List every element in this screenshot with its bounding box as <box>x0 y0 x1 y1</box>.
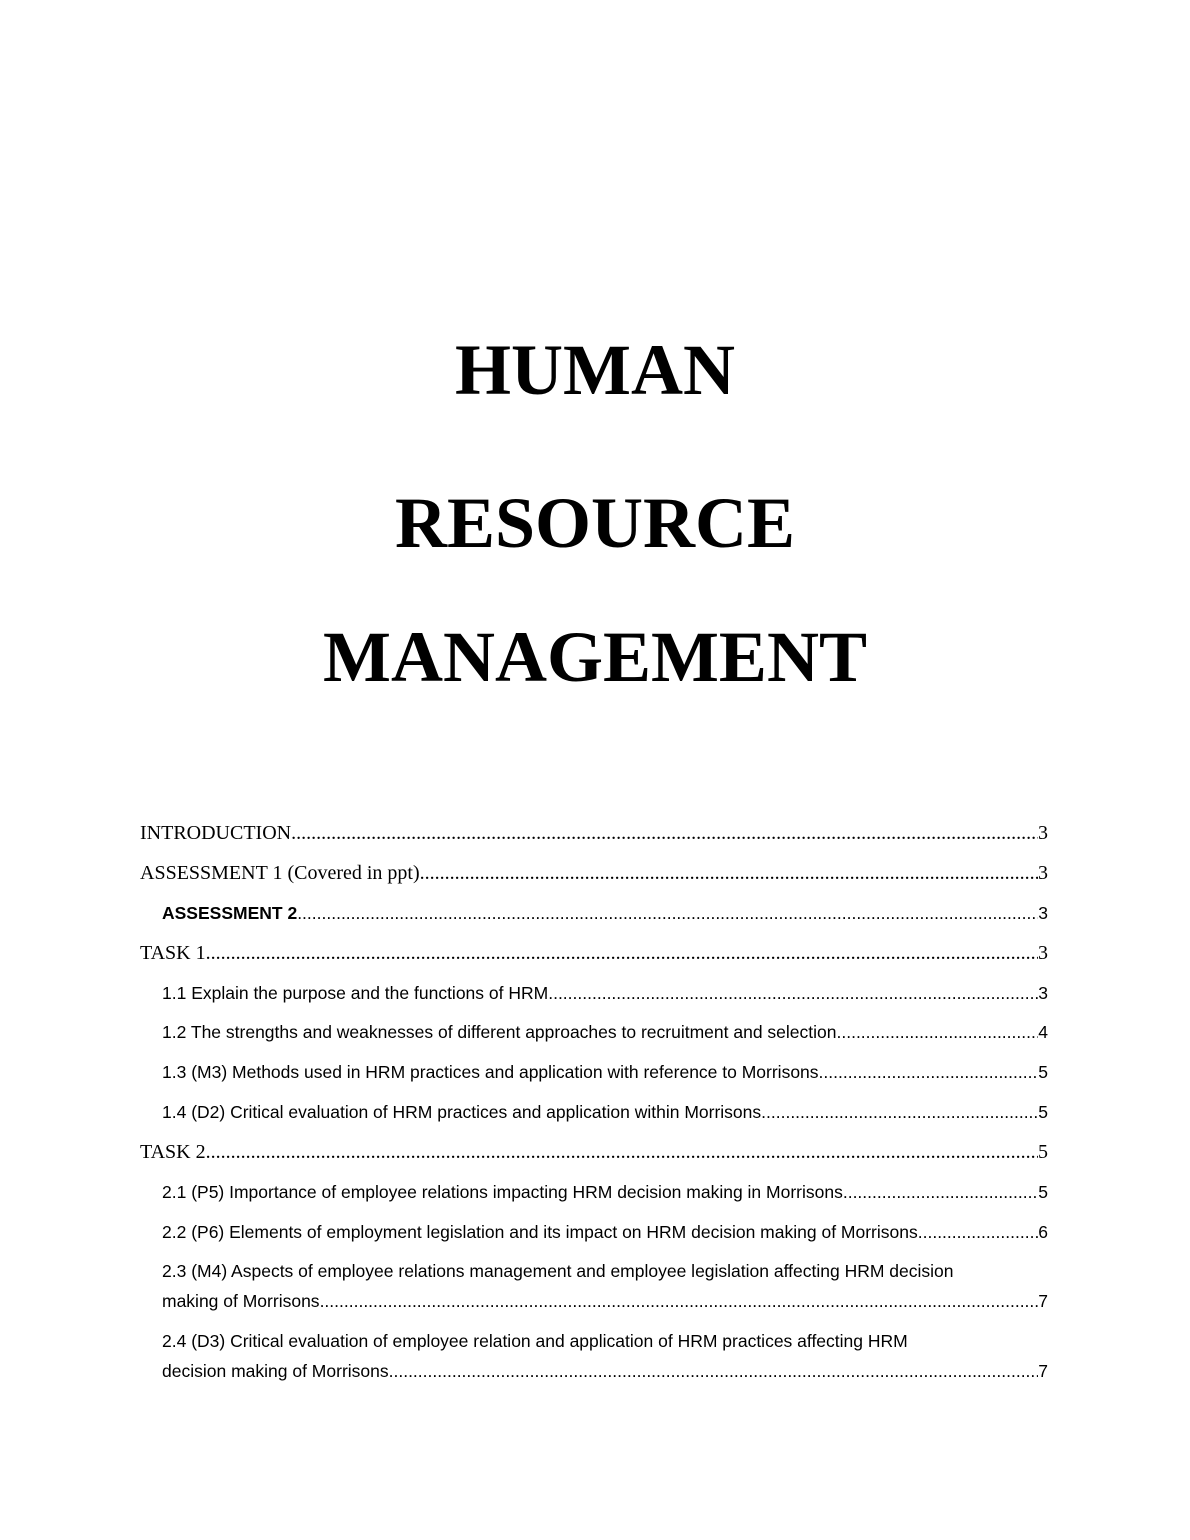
toc-leader <box>843 1177 1038 1207</box>
toc-leader <box>837 1017 1039 1047</box>
toc-label: 1.1 Explain the purpose and the functions of HRM <box>162 983 549 1003</box>
toc-entry-2-3[interactable] <box>162 1256 1048 1316</box>
toc-page-number: 3 <box>1038 983 1048 1003</box>
toc-leader <box>420 858 1038 888</box>
toc-leader <box>389 1356 1039 1386</box>
toc-page-number: 5 <box>1038 1062 1048 1082</box>
toc-page-number: 5 <box>1038 1141 1048 1163</box>
toc-label: 2.1 (P5) Importance of employee relations impacting HRM decision making in Morrisons <box>162 1182 843 1202</box>
toc-leader <box>819 1057 1039 1087</box>
title-line-management: MANAGEMENT <box>323 617 867 697</box>
toc-label-line-2: decision making of Morrisons <box>162 1361 389 1381</box>
toc-page-number: 7 <box>1038 1361 1048 1381</box>
toc-entry-1-1[interactable] <box>162 978 1048 1008</box>
toc-entry-2-4[interactable] <box>162 1326 1048 1386</box>
toc-entry-introduction[interactable] <box>140 818 1048 848</box>
toc-label: 1.3 (M3) Methods used in HRM practices and application with reference to Morrisons <box>162 1062 819 1082</box>
toc-page-number: 3 <box>1038 942 1048 964</box>
toc-label: TASK 1 <box>140 942 206 964</box>
toc-label: 2.2 (P6) Elements of employment legislation and its impact on HRM decision making of Morrisons <box>162 1222 918 1242</box>
toc-leader <box>297 898 1038 928</box>
toc-leader <box>918 1217 1039 1247</box>
toc-entry-assessment-2[interactable] <box>162 898 1048 928</box>
toc-label-line-2-row <box>162 1286 1048 1316</box>
toc-page-number: 4 <box>1038 1022 1048 1042</box>
toc-label-line-1: 2.4 (D3) Critical evaluation of employee relation and application of HRM practices affecting HRM <box>162 1331 908 1351</box>
toc-leader <box>206 1137 1038 1167</box>
toc-entry-1-4[interactable] <box>162 1097 1048 1127</box>
toc-label: TASK 2 <box>140 1141 206 1163</box>
toc-leader <box>291 818 1038 848</box>
toc-label-line-1: 2.3 (M4) Aspects of employee relations management and employee legislation affecting HRM decision <box>162 1261 954 1281</box>
toc-entry-1-3[interactable] <box>162 1057 1048 1087</box>
toc-leader <box>206 938 1038 968</box>
toc-entry-task-2[interactable] <box>140 1137 1048 1167</box>
toc-leader <box>320 1286 1039 1316</box>
toc-page-number: 3 <box>1038 903 1048 923</box>
toc-leader <box>761 1097 1038 1127</box>
toc-page-number: 3 <box>1038 862 1048 884</box>
toc-page-number: 7 <box>1038 1291 1048 1311</box>
toc-leader <box>548 978 1038 1008</box>
title-line-resource: RESOURCE <box>394 483 796 563</box>
toc-page-number: 3 <box>1038 822 1048 844</box>
toc-entry-2-2[interactable] <box>162 1217 1048 1247</box>
toc-entry-assessment-1[interactable] <box>140 858 1048 888</box>
toc-label: 1.2 The strengths and weaknesses of different approaches to recruitment and selection <box>162 1022 837 1042</box>
toc-label: ASSESSMENT 2 <box>162 903 298 923</box>
toc-label-line-2: making of Morrisons <box>162 1291 320 1311</box>
toc-label-line-2-row <box>162 1356 1048 1386</box>
toc-label: ASSESSMENT 1 (Covered in ppt) <box>140 862 420 884</box>
toc-page-number: 6 <box>1038 1222 1048 1242</box>
toc-entry-task-1[interactable] <box>140 938 1048 968</box>
toc-page-number: 5 <box>1038 1102 1048 1122</box>
toc-entry-2-1[interactable] <box>162 1177 1048 1207</box>
toc-entry-1-2[interactable] <box>162 1017 1048 1047</box>
title-line-human: HUMAN <box>455 330 735 410</box>
toc-label: INTRODUCTION <box>140 822 292 844</box>
toc-label: 1.4 (D2) Critical evaluation of HRM practices and application within Morrisons <box>162 1102 762 1122</box>
toc-page-number: 5 <box>1038 1182 1048 1202</box>
